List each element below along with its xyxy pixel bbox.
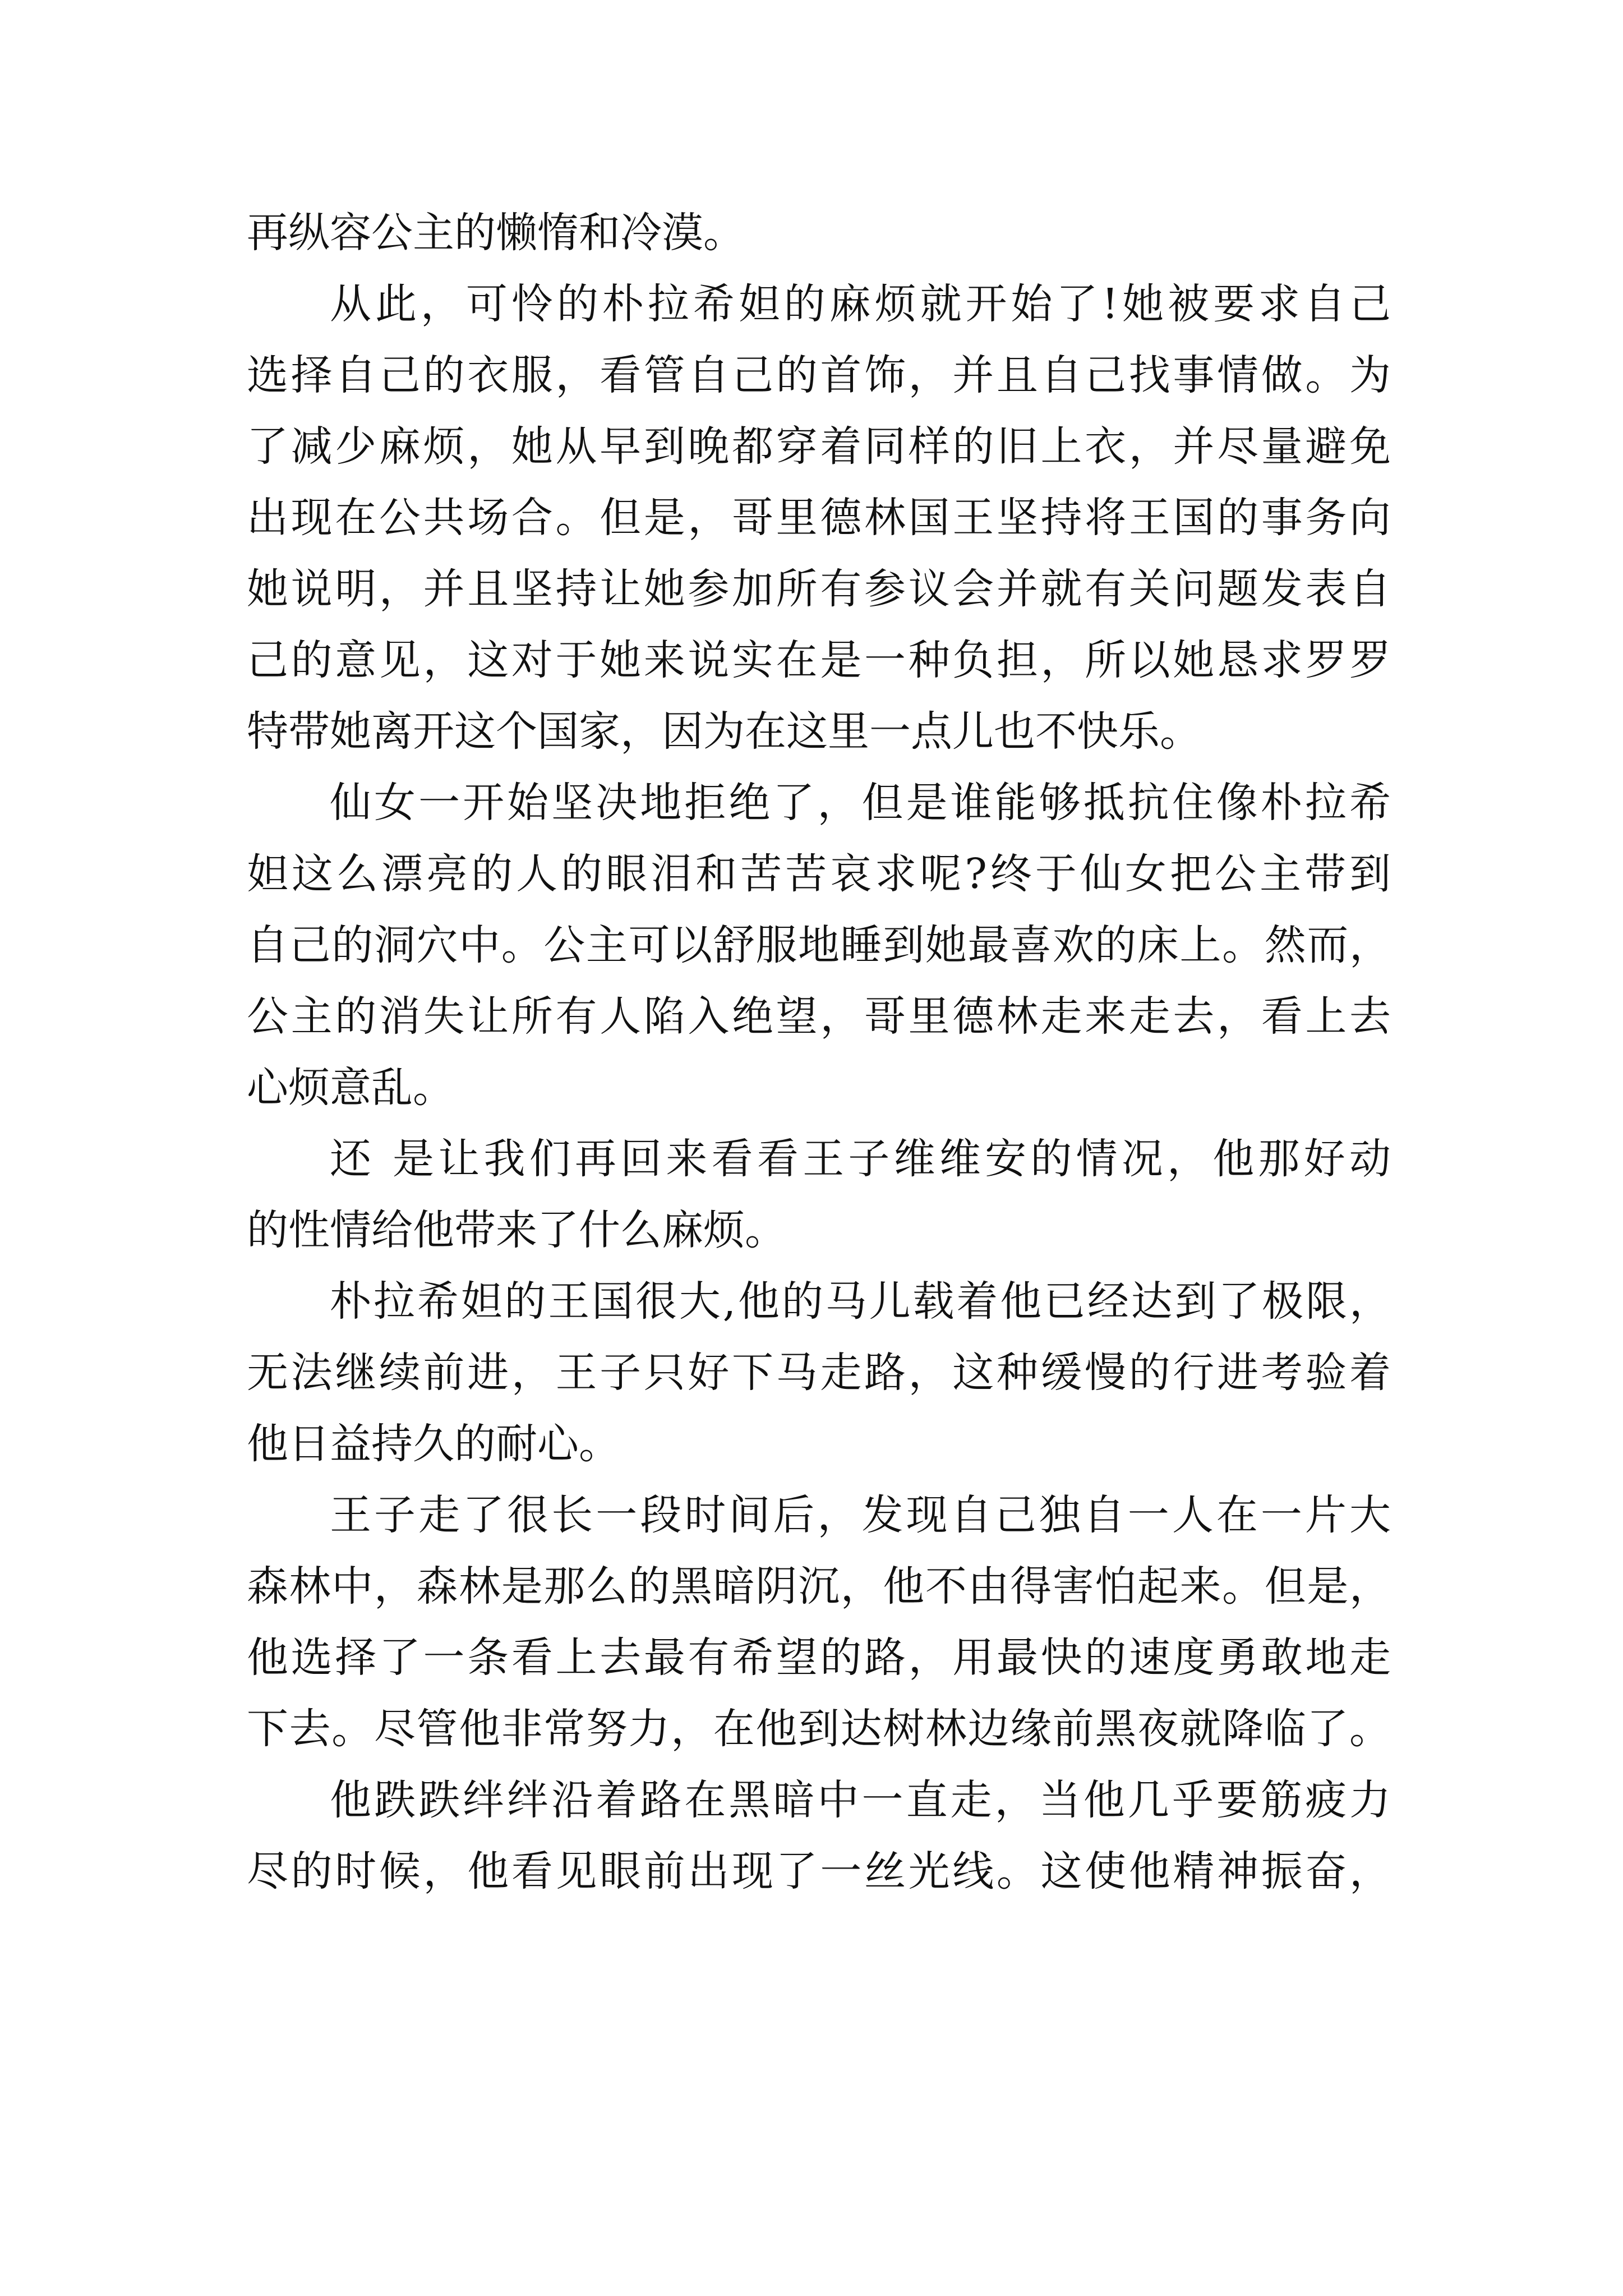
text-line: 王子走了很长一段时间后，发现自己独自一人在一片大 bbox=[330, 1491, 1391, 1539]
text-line: 心烦意乱。 bbox=[247, 1064, 454, 1112]
text-line: 公主的消失让所有人陷入绝望，哥里德林走来走去，看上去 bbox=[247, 992, 1391, 1041]
text-line: 无法继续前进，王子只好下马走路，这种缓慢的行进考验着 bbox=[247, 1349, 1391, 1397]
text-line: 他跌跌绊绊沿着路在黑暗中一直走，当他几乎要筋疲力 bbox=[330, 1776, 1391, 1824]
text-line: 森林中，森林是那么的黑暗阴沉，他不由得害怕起来。但是， bbox=[247, 1562, 1391, 1611]
text-line: 了减少麻烦，她从早到晚都穿着同样的旧上衣，并尽量避免 bbox=[247, 422, 1391, 471]
text-line: 自己的洞穴中。公主可以舒服地睡到她最喜欢的床上。然而， bbox=[247, 921, 1391, 969]
text-line: 出现在公共场合。但是，哥里德林国王坚持将王国的事务向 bbox=[247, 494, 1391, 542]
text-line: 他日益持久的耐心。 bbox=[247, 1420, 620, 1468]
text-line: 从此，可怜的朴拉希妲的麻烦就开始了!她被要求自己 bbox=[330, 280, 1391, 328]
text-line: 的性情给他带来了什么麻烦。 bbox=[247, 1206, 786, 1254]
text-line: 仙女一开始坚决地拒绝了，但是谁能够抵抗住像朴拉希 bbox=[330, 779, 1391, 827]
text-line: 妲这么漂亮的人的眼泪和苦苦哀求呢?终于仙女把公主带到 bbox=[247, 850, 1391, 898]
text-line: 再纵容公主的懒惰和冷漠。 bbox=[247, 209, 745, 257]
text-line: 尽的时候，他看见眼前出现了一丝光线。这使他精神振奋， bbox=[247, 1847, 1391, 1895]
text-line: 朴拉希妲的王国很大,他的马儿载着他已经达到了极限， bbox=[330, 1277, 1391, 1326]
text-line: 特带她离开这个国家，因为在这里一点儿也不快乐。 bbox=[247, 707, 1201, 756]
text-line: 还 是让我们再回来看看王子维维安的情况，他那好动 bbox=[330, 1135, 1391, 1183]
body-text bbox=[247, 197, 1391, 1907]
text-line: 选择自己的衣服，看管自己的首饰，并且自己找事情做。为 bbox=[247, 351, 1391, 399]
text-line: 他选择了一条看上去最有希望的路，用最快的速度勇敢地走 bbox=[247, 1634, 1391, 1682]
text-line: 己的意见，这对于她来说实在是一种负担，所以她恳求罗罗 bbox=[247, 636, 1391, 684]
text-line: 她说明，并且坚持让她参加所有参议会并就有关问题发表自 bbox=[247, 565, 1391, 613]
text-line: 下去。尽管他非常努力，在他到达树林边缘前黑夜就降临了。 bbox=[247, 1705, 1391, 1753]
